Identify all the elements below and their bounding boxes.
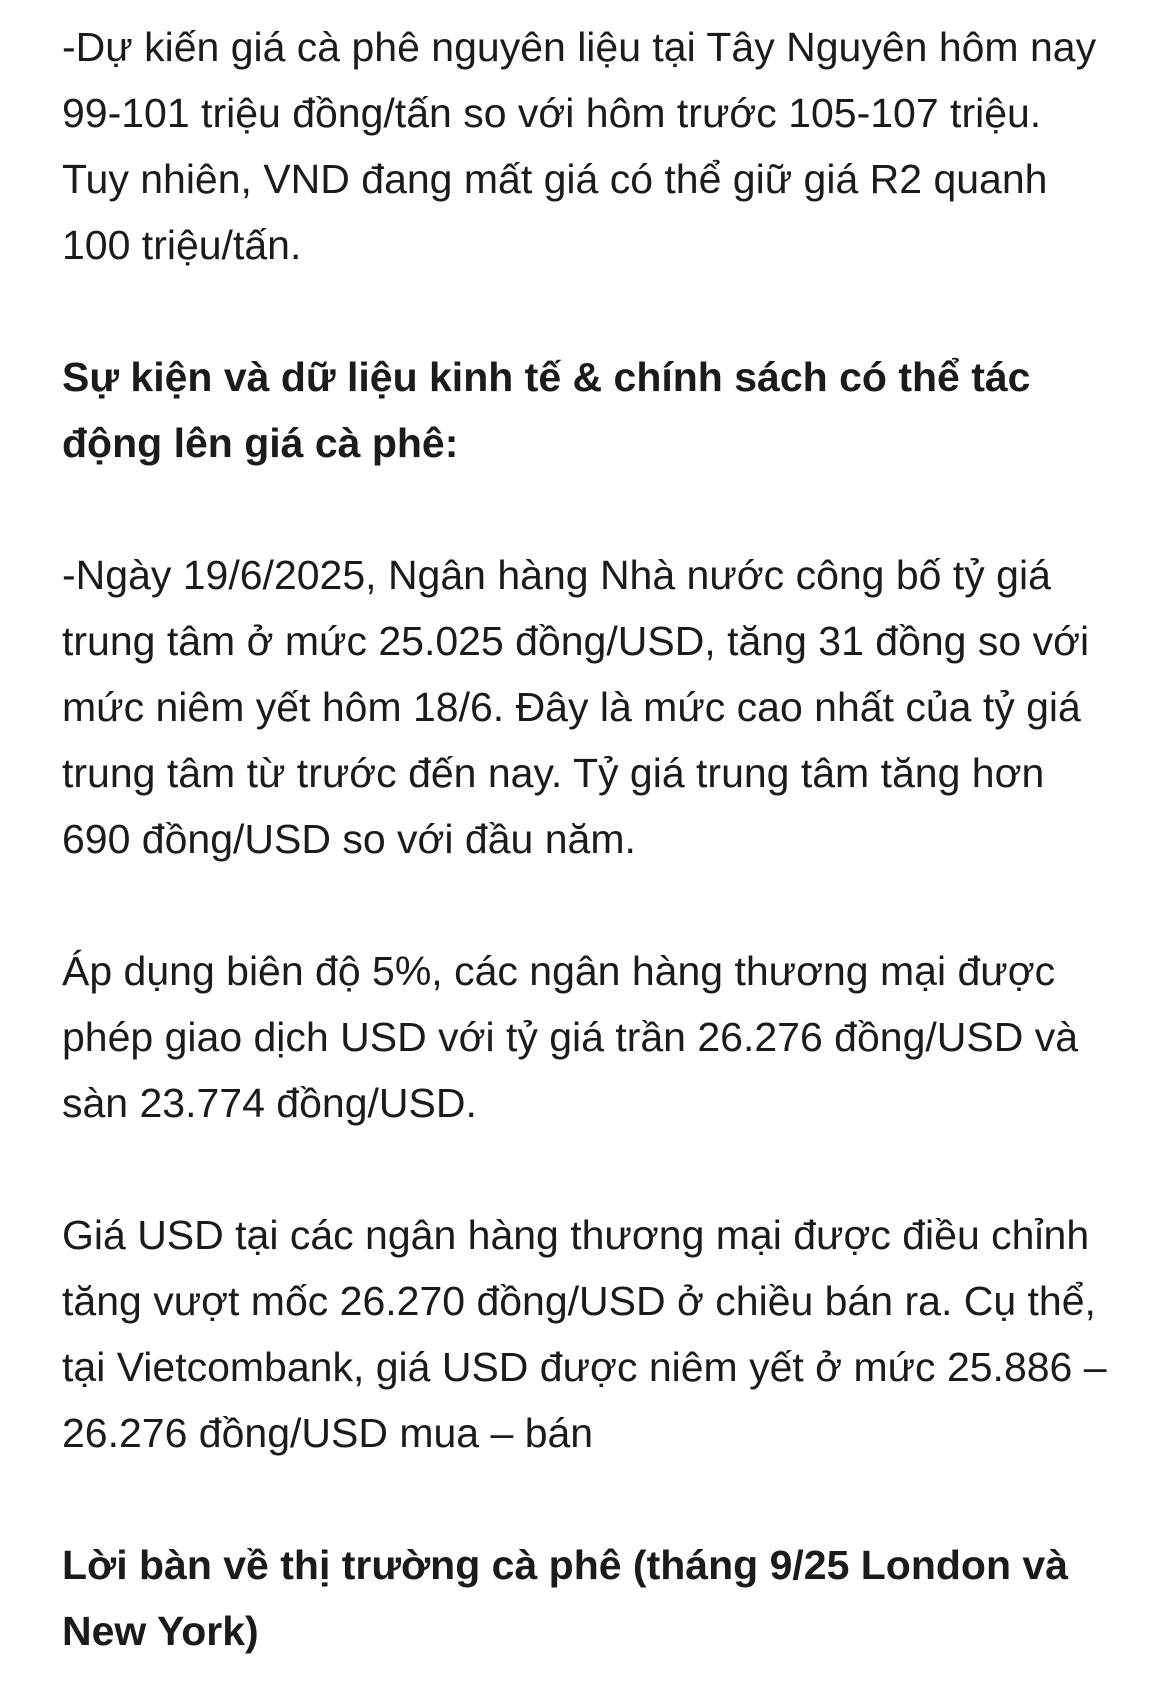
paragraph-central-exchange-rate: -Ngày 19/6/2025, Ngân hàng Nhà nước công bố tỷ giá trung tâm ở mức 25.025 đồng/USD, tăng 31 đồng so với mức niêm yết hôm 18/6. Đây là mức cao nhất của tỷ giá trung tâm từ trước đến nay. Tỷ giá trung tâm tăng hơn 690 đồng/USD so với đầu năm. xyxy=(62,552,1090,862)
paragraph-coffee-price-forecast: -Dự kiến giá cà phê nguyên liệu tại Tây Nguyên hôm nay 99-101 triệu đồng/tấn so với hôm trước 105-107 triệu. Tuy nhiên, VND đang mất giá có thể giữ giá R2 quanh 100 triệu/tấn. xyxy=(62,24,1097,268)
paragraph-usd-bank-price: Giá USD tại các ngân hàng thương mại được điều chỉnh tăng vượt mốc 26.270 đồng/USD ở chiều bán ra. Cụ thể, tại Vietcombank, giá USD được niêm yết ở mức 25.886 – 26.276 đồng/USD mua – bán xyxy=(62,1212,1107,1456)
section-heading-economic-events: Sự kiện và dữ liệu kinh tế & chính sách có thể tác động lên giá cà phê: xyxy=(62,354,1031,466)
paragraph-exchange-band: Áp dụng biên độ 5%, các ngân hàng thương mại được phép giao dịch USD với tỷ giá trần 26.276 đồng/USD và sàn 23.774 đồng/USD. xyxy=(62,948,1079,1126)
section-heading-market-commentary: Lời bàn về thị trường cà phê (tháng 9/25 London và New York) xyxy=(62,1542,1069,1654)
